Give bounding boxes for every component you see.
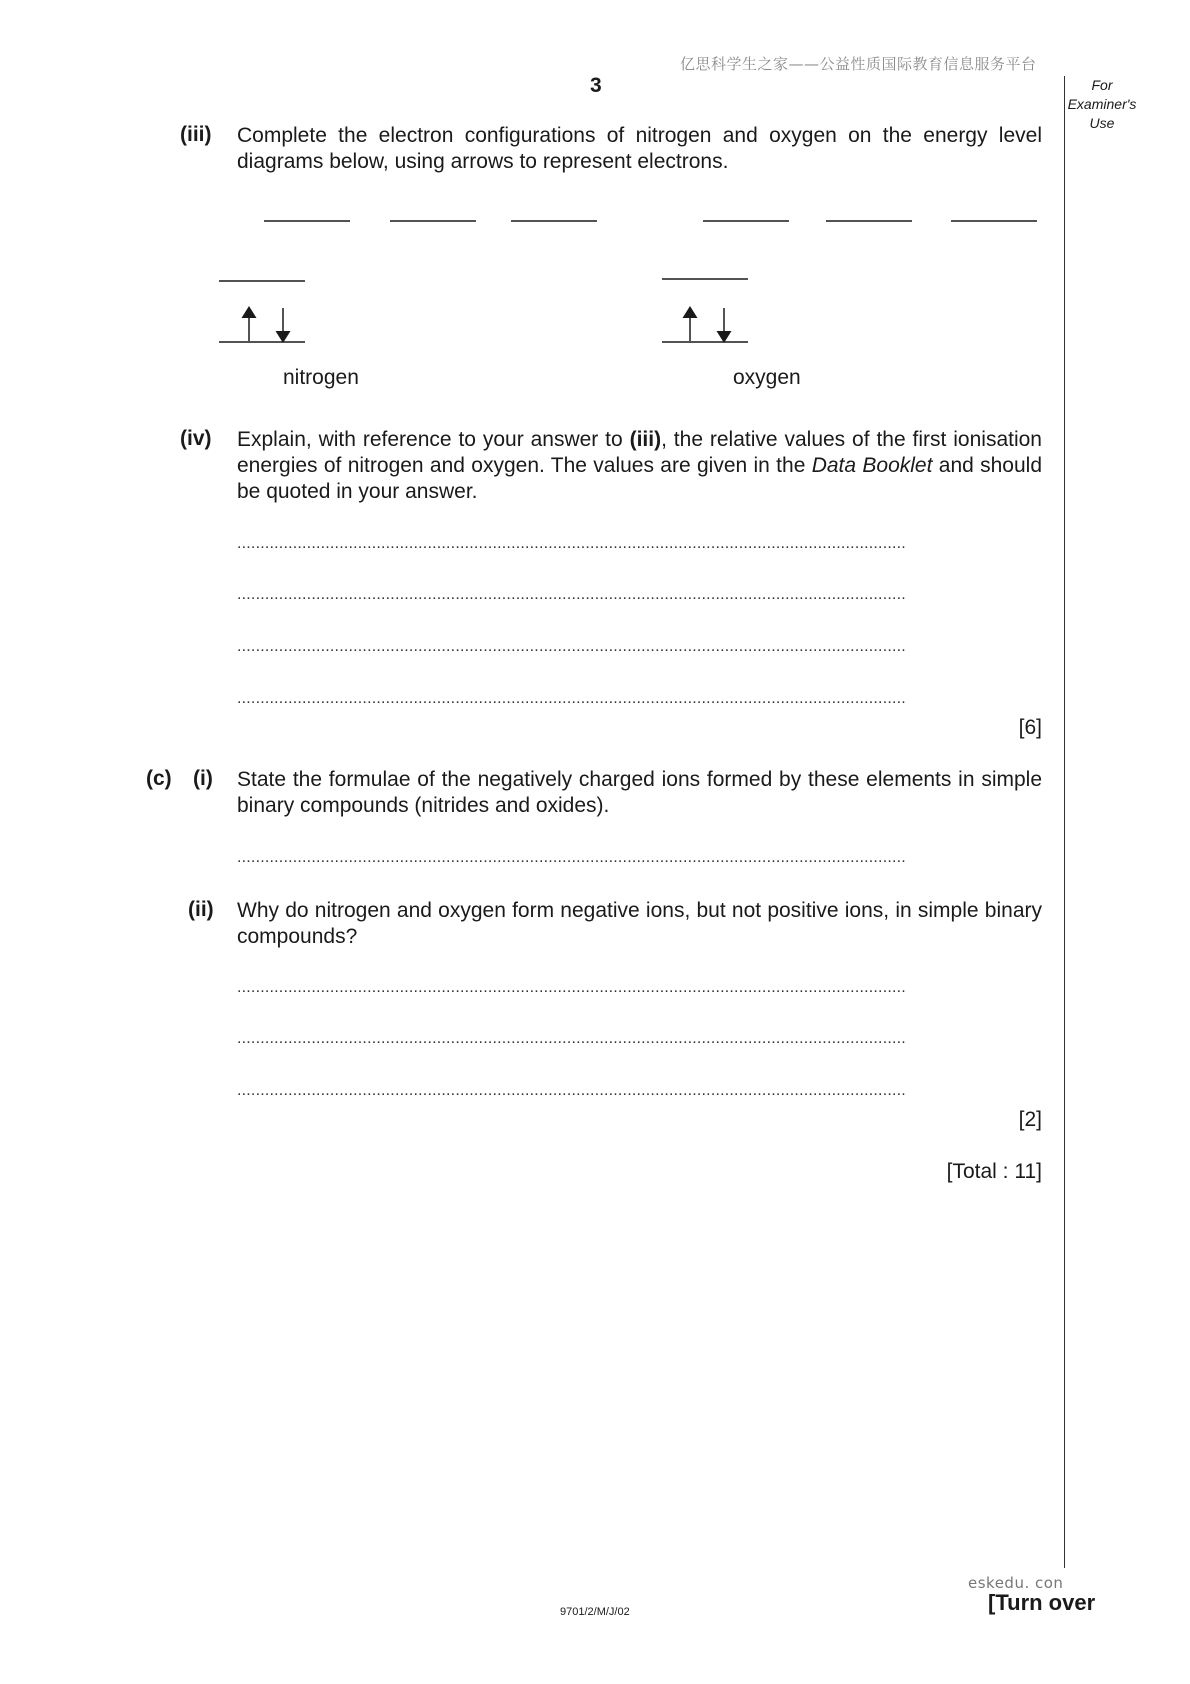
turn-over-label: [Turn over [988, 1590, 1096, 1615]
marks-iv: [6] [1018, 716, 1042, 739]
oxygen-caption: oxygen [733, 366, 801, 389]
site-watermark: eskedu. con [968, 1574, 1064, 1592]
answer-line[interactable]: ................................................................................................................................................ [237, 586, 906, 603]
answer-line[interactable]: ................................................................................................................................................ [237, 849, 906, 866]
energy-level-diagrams [0, 0, 1190, 420]
answer-line[interactable]: ................................................................................................................................................ [237, 1030, 906, 1047]
question-iv-label: (iv) [180, 427, 212, 450]
nitrogen-1s-level [219, 308, 305, 342]
answer-line[interactable]: ................................................................................................................................................ [237, 690, 906, 707]
question-c-i-text: State the formulae of the negatively charged ions formed by these elements in simple binary compounds (nitrides and oxides). [237, 768, 1042, 817]
answer-line[interactable]: ................................................................................................................................................ [237, 1082, 906, 1099]
watermark-text: 亿思科学生之家——公益性质国际教育信息服务平台 [680, 55, 1037, 73]
paper-code: 9701/2/M/J/02 [560, 1606, 630, 1618]
examiner-margin-note: For Examiner's Use [1067, 77, 1137, 131]
nitrogen-caption: nitrogen [283, 366, 359, 389]
question-iv-text-middle: , the relative values of the first ionisation energies of nitrogen and oxygen. The values are given in the [237, 428, 1042, 477]
part-c-label: (c) [146, 767, 172, 790]
question-iv-reference: (iii) [629, 428, 662, 451]
page-number: 3 [590, 74, 602, 97]
answer-line[interactable]: ................................................................................................................................................ [237, 638, 906, 655]
answer-line[interactable]: ................................................................................................................................................ [237, 979, 906, 996]
total-marks: [Total : 11] [946, 1160, 1042, 1183]
question-c-ii-label: (ii) [188, 898, 214, 921]
question-c-i-label: (i) [193, 767, 213, 790]
question-iii-text: Complete the electron configurations of nitrogen and oxygen on the energy level diagrams below, using arrows to represent electrons. [237, 124, 1042, 173]
question-c-ii-text: Why do nitrogen and oxygen form negative ions, but not positive ions, in simple binary compounds? [237, 899, 1042, 948]
answer-line[interactable]: ................................................................................................................................................ [237, 535, 906, 552]
question-iv-text-start: Explain, with reference to your answer to [237, 428, 630, 451]
data-booklet-reference: Data Booklet [811, 454, 933, 477]
marks-c-ii: [2] [1018, 1108, 1042, 1131]
oxygen-1s-level [662, 308, 748, 342]
question-iv-text-end: and should be quoted in your answer. [237, 454, 1043, 503]
question-iv-text [237, 427, 1042, 505]
question-iii-label: (iii) [180, 123, 212, 146]
